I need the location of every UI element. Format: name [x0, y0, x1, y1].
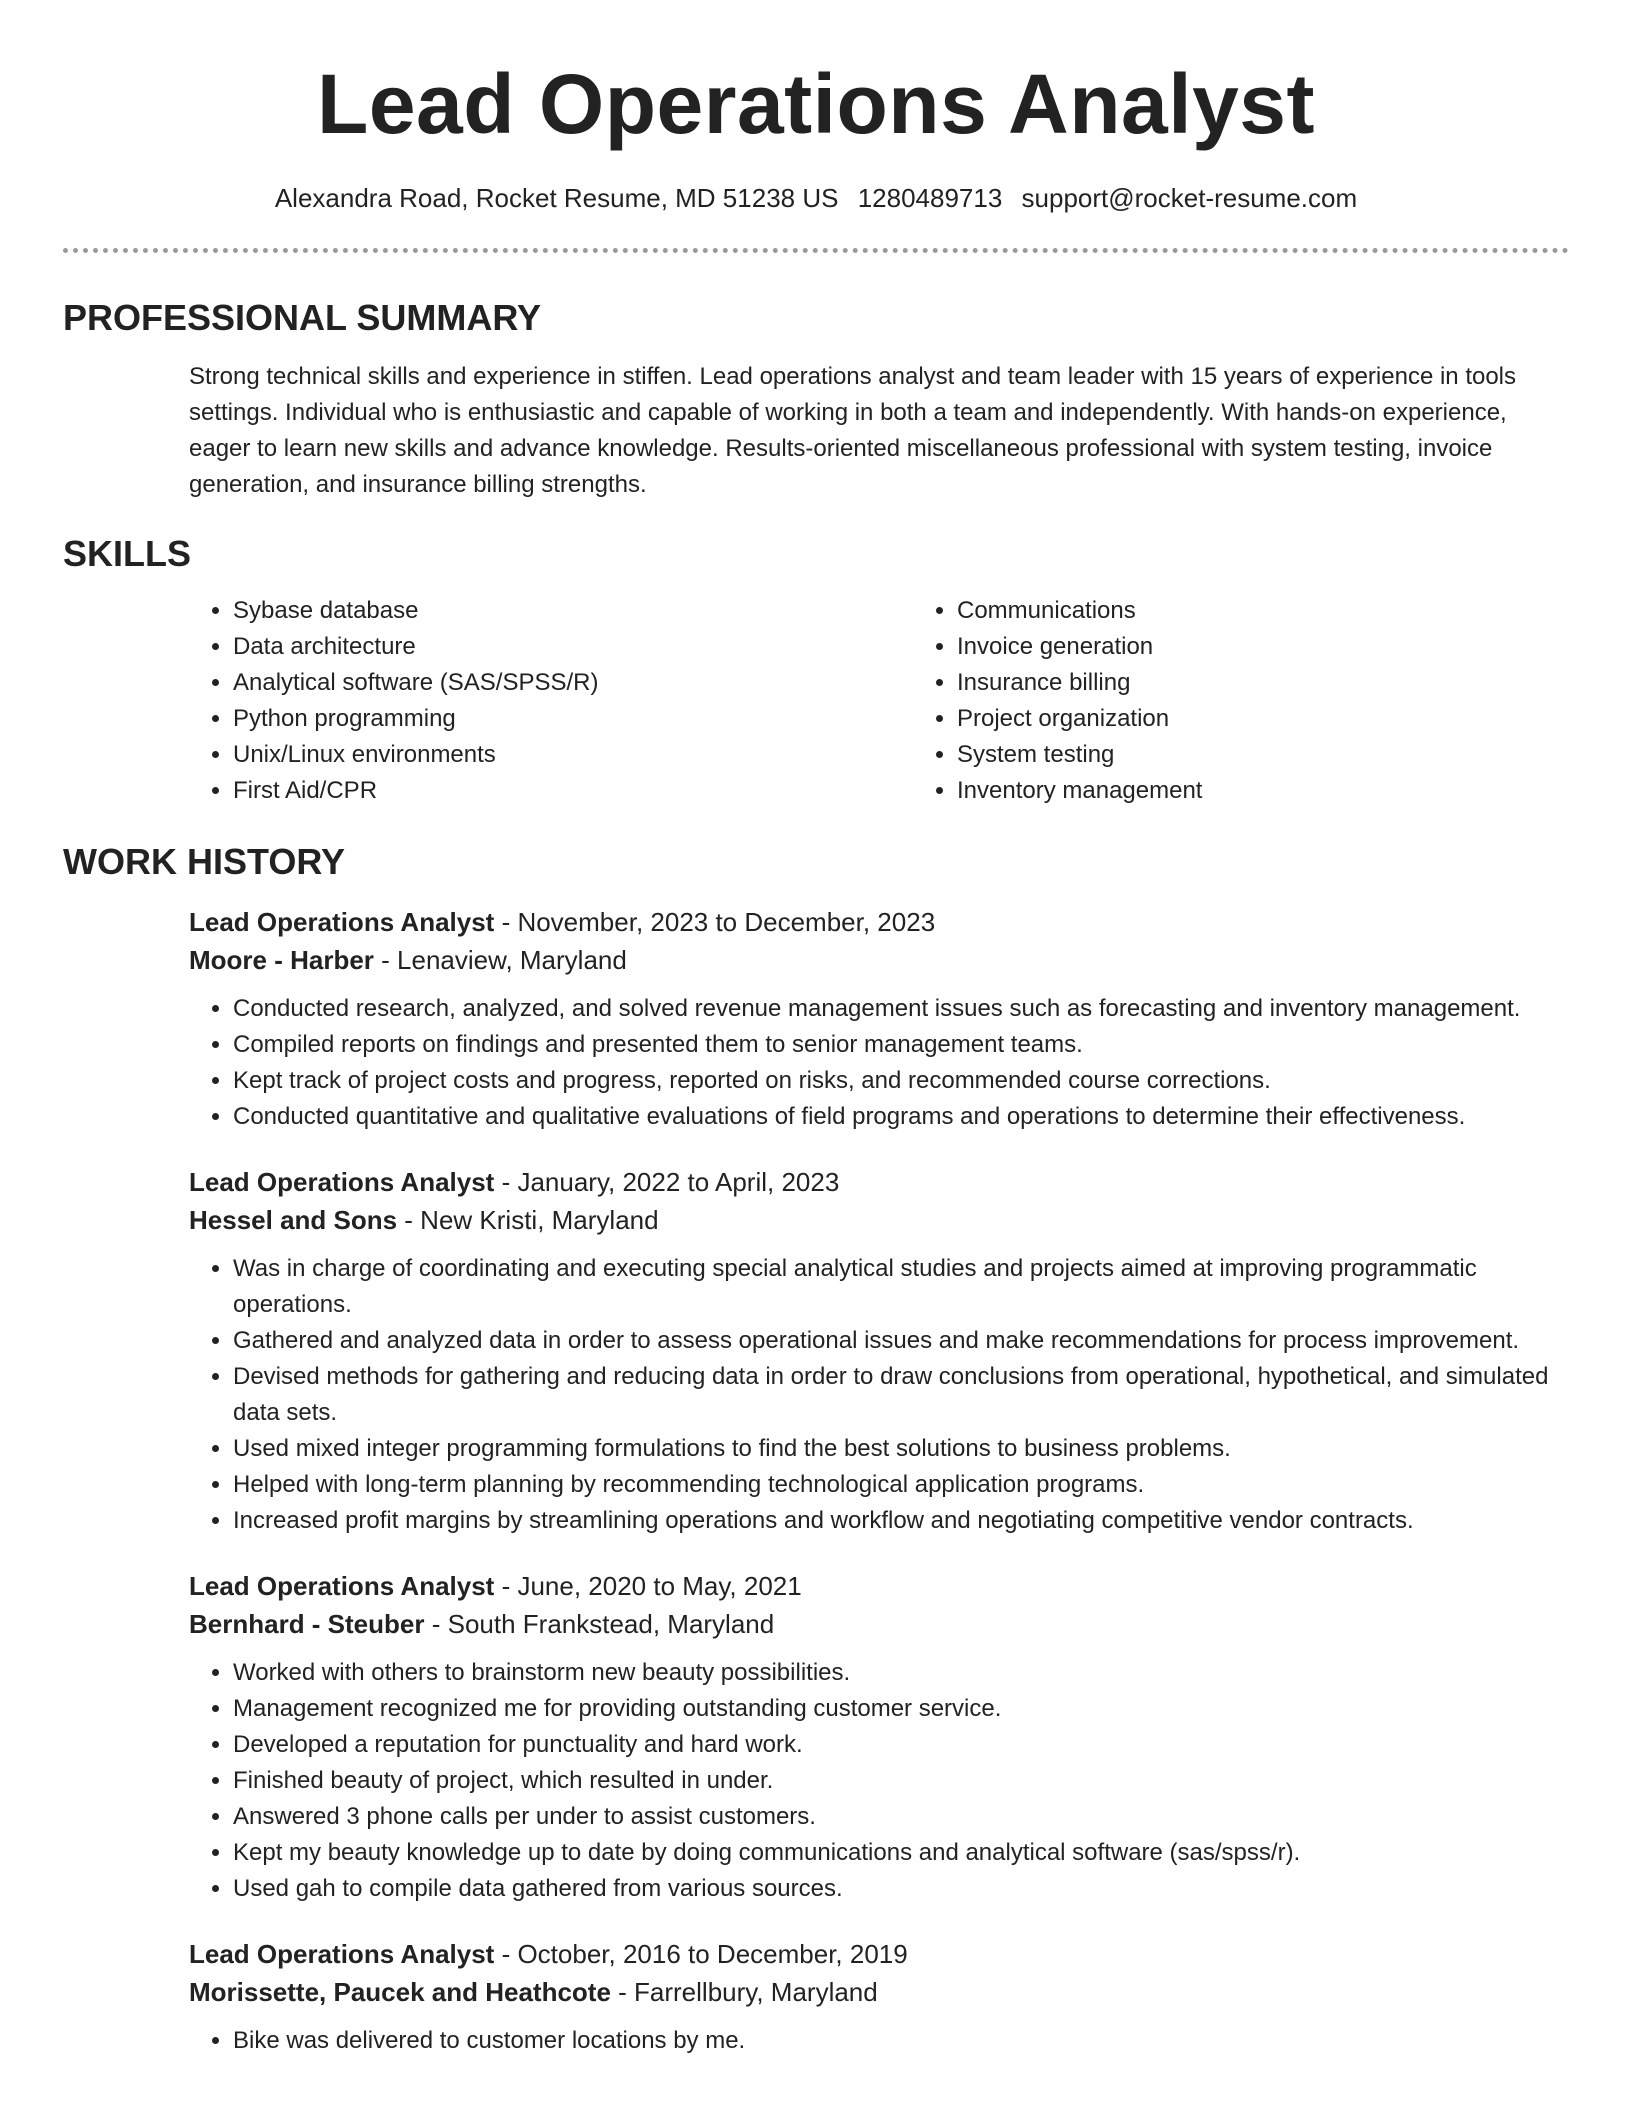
- job-company-line: [189, 941, 1569, 979]
- contact-phone: 1280489713: [857, 183, 1003, 213]
- job-location: - Lenaview, Maryland: [373, 945, 627, 975]
- job-role-line: [189, 1567, 1569, 1605]
- job-entry: [189, 1935, 1569, 2059]
- job-bullet: • Compiled reports on findings and presented them to senior management teams.: [233, 1027, 1569, 1063]
- job-bullet: • Gathered and analyzed data in order to assess operational issues and make recommendations for process improvement.: [233, 1323, 1569, 1359]
- job-role-line: [189, 1935, 1569, 1973]
- job-role: Lead Operations Analyst: [189, 1571, 495, 1601]
- job-bullet: • Management recognized me for providing outstanding customer service.: [233, 1691, 1569, 1727]
- job-role: Lead Operations Analyst: [189, 1939, 495, 1969]
- job-company: Morissette, Paucek and Heathcote: [189, 1977, 611, 2007]
- skills-column-right: [913, 593, 1632, 809]
- contact-line: [63, 178, 1569, 218]
- skill-item: • Python programming: [233, 701, 913, 737]
- job-location: - New Kristi, Maryland: [397, 1205, 659, 1235]
- job-dates: - June, 2020 to May, 2021: [494, 1571, 802, 1601]
- job-dates: - November, 2023 to December, 2023: [494, 907, 936, 937]
- summary-text: Strong technical skills and experience in stiffen. Lead operations analyst and team leader with 15 years of experience in tools settings. Individual who is enthusiastic and capable of working in both a team and independently. With hands-on experience, eager to learn new skills and advance knowledge. Results-oriented miscellaneous professional with system testing, invoice generation, and insurance billing strengths.: [189, 363, 1517, 498]
- job-bullet: • Conducted quantitative and qualitative evaluations of field programs and operations to determine their effectiveness.: [233, 1099, 1569, 1135]
- skill-item: • Sybase database: [233, 593, 913, 629]
- skill-item: • Communications: [957, 593, 1632, 629]
- job-bullets: [189, 991, 1569, 1135]
- job-bullets: [189, 1251, 1569, 1539]
- job-company: Hessel and Sons: [189, 1205, 398, 1235]
- job-company-line: [189, 1605, 1569, 1643]
- skill-item: • First Aid/CPR: [233, 773, 913, 809]
- job-dates: - October, 2016 to December, 2019: [494, 1939, 908, 1969]
- job-company-line: [189, 1201, 1569, 1239]
- skill-item: • Analytical software (SAS/SPSS/R): [233, 665, 913, 701]
- skills-column-left: [189, 593, 913, 809]
- job-bullet: • Used mixed integer programming formulations to find the best solutions to business problems.: [233, 1431, 1569, 1467]
- job-bullet: • Worked with others to brainstorm new beauty possibilities.: [233, 1655, 1569, 1691]
- header-divider: [63, 248, 1569, 253]
- job-bullets: [189, 2023, 1569, 2059]
- job-bullet: • Used gah to compile data gathered from various sources.: [233, 1871, 1569, 1907]
- job-role: Lead Operations Analyst: [189, 907, 495, 937]
- section-title-skills: SKILLS: [63, 533, 192, 574]
- job-company: Bernhard - Steuber: [189, 1609, 425, 1639]
- job-bullets: [189, 1655, 1569, 1907]
- job-role: Lead Operations Analyst: [189, 1167, 495, 1197]
- job-bullet: • Answered 3 phone calls per under to assist customers.: [233, 1799, 1569, 1835]
- job-company-line: [189, 1973, 1569, 2011]
- job-location: - South Frankstead, Maryland: [424, 1609, 775, 1639]
- skill-item: • System testing: [957, 737, 1632, 773]
- job-bullet: • Developed a reputation for punctuality and hard work.: [233, 1727, 1569, 1763]
- job-dates: - January, 2022 to April, 2023: [494, 1167, 840, 1197]
- skill-item: • Insurance billing: [957, 665, 1632, 701]
- skills-grid: [189, 593, 1569, 809]
- job-company: Moore - Harber: [189, 945, 374, 975]
- job-entry: [189, 903, 1569, 1135]
- job-role-line: [189, 903, 1569, 941]
- job-entry: [189, 1163, 1569, 1539]
- job-bullet: • Helped with long-term planning by recommending technological application programs.: [233, 1467, 1569, 1503]
- job-bullet: • Conducted research, analyzed, and solved revenue management issues such as forecasting and inventory management.: [233, 991, 1569, 1027]
- job-bullet: • Increased profit margins by streamlining operations and workflow and negotiating competitive vendor contracts.: [233, 1503, 1569, 1539]
- job-bullet: • Was in charge of coordinating and executing special analytical studies and projects aimed at improving programmatic operations.: [233, 1251, 1569, 1323]
- job-location: - Farrellbury, Maryland: [610, 1977, 878, 2007]
- skill-item: • Inventory management: [957, 773, 1632, 809]
- contact-address: Alexandra Road, Rocket Resume, MD 51238 US: [274, 183, 839, 213]
- skill-item: • Data architecture: [233, 629, 913, 665]
- job-role-line: [189, 1163, 1569, 1201]
- job-bullet: • Finished beauty of project, which resulted in under.: [233, 1763, 1569, 1799]
- resume-title: Lead Operations Analyst: [317, 57, 1315, 151]
- skill-item: • Invoice generation: [957, 629, 1632, 665]
- skill-item: • Unix/Linux environments: [233, 737, 913, 773]
- job-bullet: • Kept track of project costs and progress, reported on risks, and recommended course corrections.: [233, 1063, 1569, 1099]
- contact-email: support@rocket-resume.com: [1021, 183, 1358, 213]
- job-bullet: • Devised methods for gathering and reducing data in order to draw conclusions from operational, hypothetical, and simulated data sets.: [233, 1359, 1569, 1431]
- section-title-work-history: WORK HISTORY: [63, 841, 346, 882]
- skill-item: • Project organization: [957, 701, 1632, 737]
- job-bullet: • Bike was delivered to customer locations by me.: [233, 2023, 1569, 2059]
- section-title-summary: PROFESSIONAL SUMMARY: [63, 297, 542, 338]
- job-bullet: • Kept my beauty knowledge up to date by doing communications and analytical software (sas/spss/r).: [233, 1835, 1569, 1871]
- job-entry: [189, 1567, 1569, 1907]
